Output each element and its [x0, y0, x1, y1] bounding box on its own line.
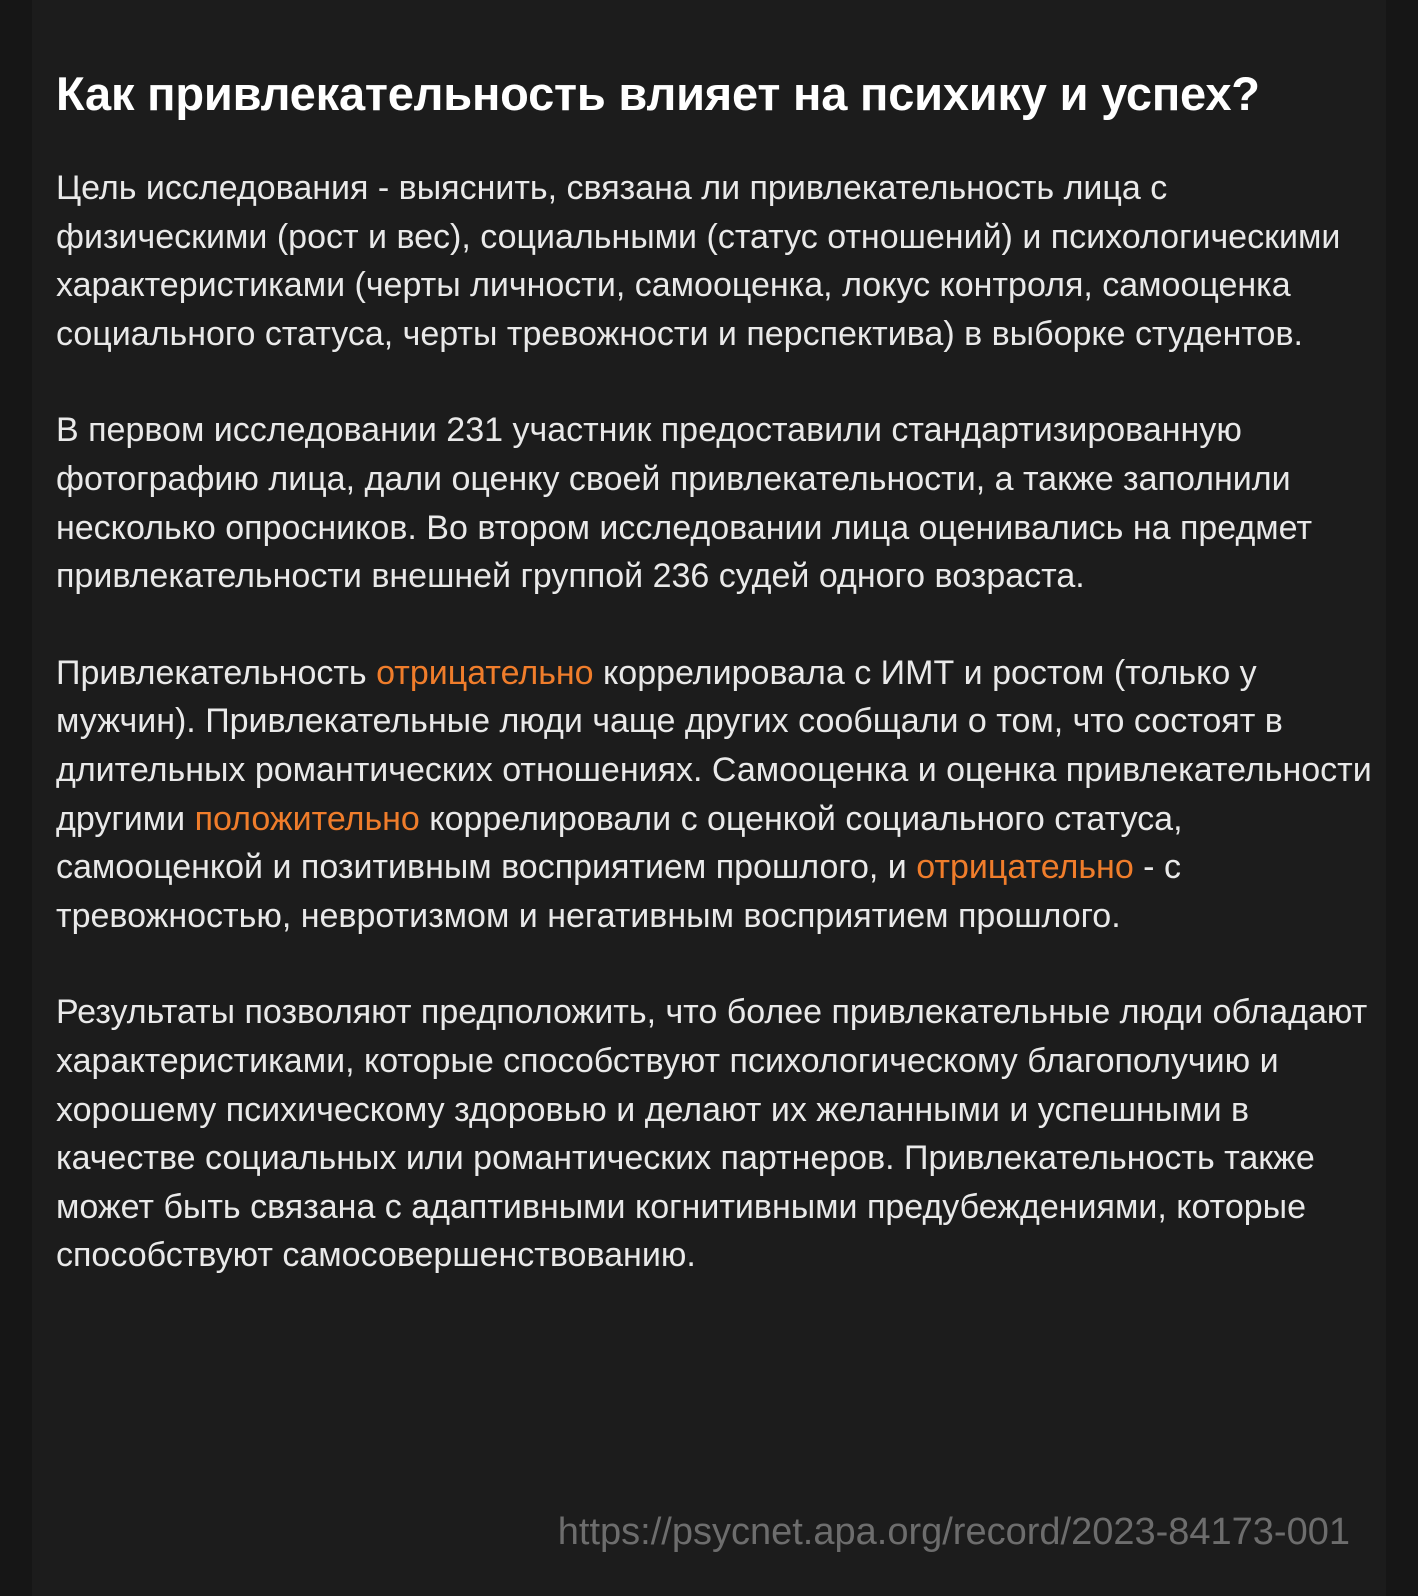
paragraph-results: [56, 649, 1376, 941]
paragraph-goal: Цель исследования - выяснить, связана ли привлекательность лица с физическими (рост и вес), социальными (статус отношений) и психологическими характеристиками (черты личности, самооценка, локус контроля, самооценка социального статуса, черты тревожности и перспектива) в выборке студентов.: [56, 169, 1341, 353]
article-title: Как привлекательность влияет на психику и успех?: [56, 67, 1260, 120]
highlight-negative-2: отрицательно: [916, 848, 1134, 887]
paragraph-method: В первом исследовании 231 участник предоставили стандартизированную фотографию лица, дали оценку своей привлекательности, а также заполнили несколько опросников. Во втором исследовании лица оценивались на предмет привлекательности внешней группой 236 судей одного возраста.: [56, 411, 1313, 596]
article-body: [56, 58, 1376, 1280]
highlight-positive: положительно: [194, 799, 420, 838]
highlight-negative-1: отрицательно: [376, 653, 594, 692]
results-text-4: - с тревожностью, невротизмом и негативным восприятием прошлого.: [56, 848, 1181, 935]
results-text-2: коррелировала с ИМТ и ростом (только у мужчин). Привлекательные люди чаще других сообщали о том, что состоят в длительных романтических отношениях. Самооценка и оценка привлекательности другими: [56, 653, 1372, 838]
source-link[interactable]: https://psycnet.apa.org/record/2023-84173-001: [557, 1511, 1350, 1553]
results-text-1: Привлекательность: [56, 653, 377, 692]
paragraph-conclusion: Результаты позволяют предположить, что более привлекательные люди обладают характеристиками, которые способствуют психологическому благополучию и хорошему психическому здоровью и делают их желанными и успешными в качестве социальных или романтических партнеров. Привлекательность также может быть связана с адаптивными когнитивными предубеждениями, которые способствуют самосовершенствованию.: [56, 993, 1368, 1275]
results-text-3: коррелировали с оценкой социального статуса, самооценкой и позитивным восприятием прошлого, и: [56, 799, 1183, 887]
